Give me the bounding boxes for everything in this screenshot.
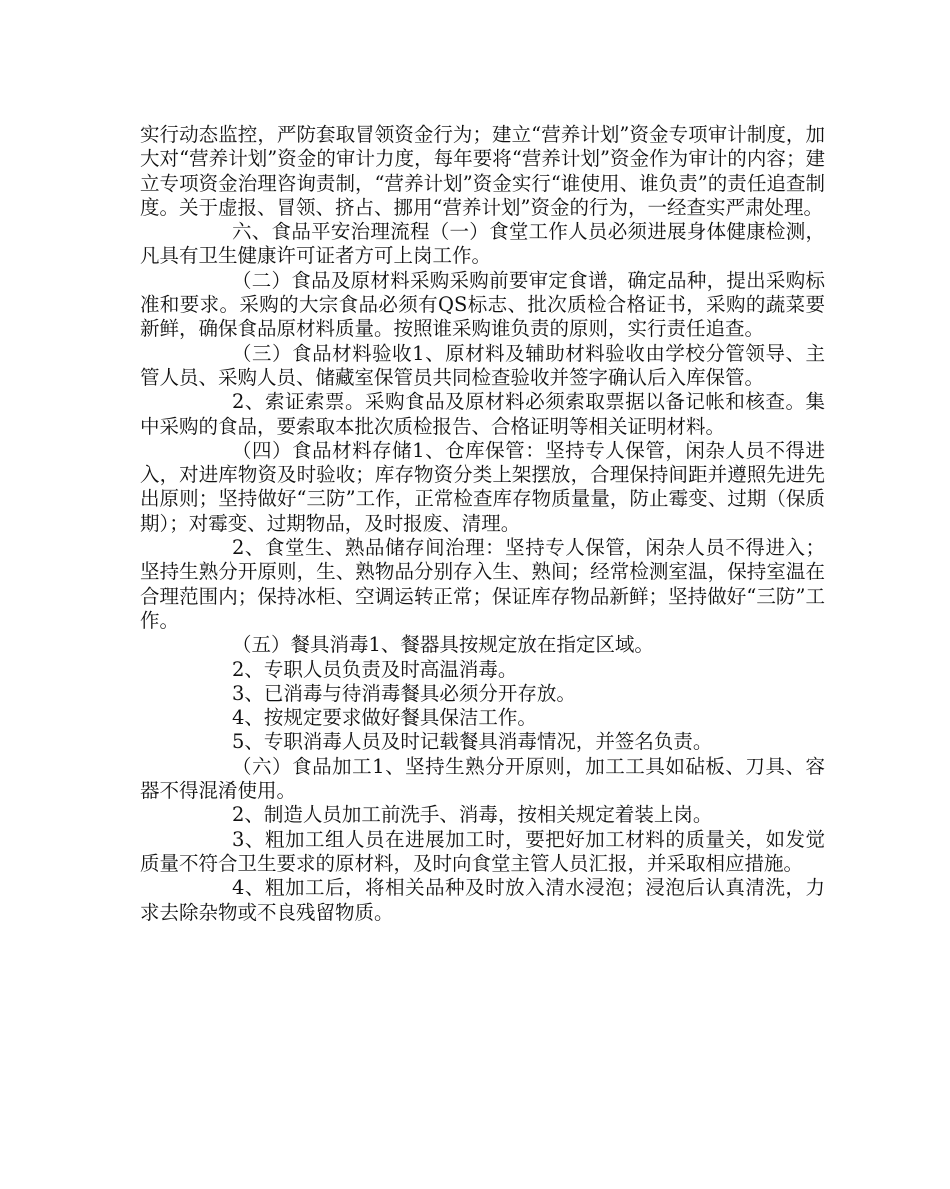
document-body [140, 123, 825, 925]
paragraph: 3、粗加工组人员在进展加工时，要把好加工材料的质量关，如发觉质量不符合卫生要求的原材料，及时向食堂主管人员汇报，并采取相应措施。 [140, 827, 825, 875]
paragraph: 4、粗加工后，将相关品种及时放入清水浸泡；浸泡后认真清洗，力求去除杂物或不良残留物质。 [140, 876, 825, 924]
paragraph: （二）食品及原材料采购采购前要审定食谱，确定品种，提出采购标准和要求。采购的大宗食品必须有QS标志、批次质检合格证书，采购的蔬菜要新鲜，确保食品原材料质量。按照谁采购谁负责的原则，实行责任追查。 [140, 268, 825, 341]
paragraph: 2、食堂生、熟品储存间治理：坚持专人保管，闲杂人员不得进入；坚持生熟分开原则，生、熟物品分别存入生、熟间；经常检测室温，保持室温在合理范围内；保持冰柜、空调运转正常；保证库存物品新鲜；坚持做好“三防”工作。 [140, 536, 825, 632]
paragraph: 2、制造人员加工前洗手、消毒，按相关规定着装上岗。 [232, 803, 713, 827]
paragraph: 5、专职消毒人员及时记载餐具消毒情况，并签名负责。 [232, 730, 713, 754]
paragraph: 六、食品平安治理流程（一）食堂工作人员必须进展身体健康检测，凡具有卫生健康许可证者方可上岗工作。 [140, 220, 825, 268]
paragraph: 2、专职人员负责及时高温消毒。 [232, 657, 518, 681]
paragraph: （六）食品加工1、坚持生熟分开原则，加工工具如砧板、刀具、容器不得混淆使用。 [140, 754, 825, 803]
paragraph: 实行动态监控，严防套取冒领资金行为；建立“营养计划”资金专项审计制度，加大对“营养计划”资金的审计力度，每年要将“营养计划”资金作为审计的内容；建立专项资金治理咨询责制，“营养计划”资金实行“谁使用、谁负责”的责任追查制度。关于虚报、冒领、挤占、挪用“营养计划”资金的行为，一经查实严肃处理。 [140, 123, 825, 219]
paragraph: 4、按规定要求做好餐具保洁工作。 [232, 706, 537, 730]
paragraph: （三）食品材料验收1、原材料及辅助材料验收由学校分管领导、主管人员、采购人员、储藏室保管员共同检查验收并签字确认后入库保管。 [140, 341, 825, 389]
paragraph: （五）餐具消毒1、餐器具按规定放在指定区域。 [232, 633, 654, 657]
paragraph: 2、索证索票。采购食品及原材料必须索取票据以备记帐和核查。集中采购的食品，要索取本批次质检报告、合格证明等相关证明材料。 [140, 390, 825, 438]
paragraph: （四）食品材料存储1、仓库保管：坚持专人保管，闲杂人员不得进入，对进库物资及时验收；库存物资分类上架摆放，合理保持间距并遵照先进先出原则；坚持做好“三防”工作，正常检查库存物质量量，防止霉变、过期（保质期）；对霉变、过期物品，及时报废、清理。 [140, 438, 825, 535]
paragraph: 3、已消毒与待消毒餐具必须分开存放。 [232, 681, 576, 705]
